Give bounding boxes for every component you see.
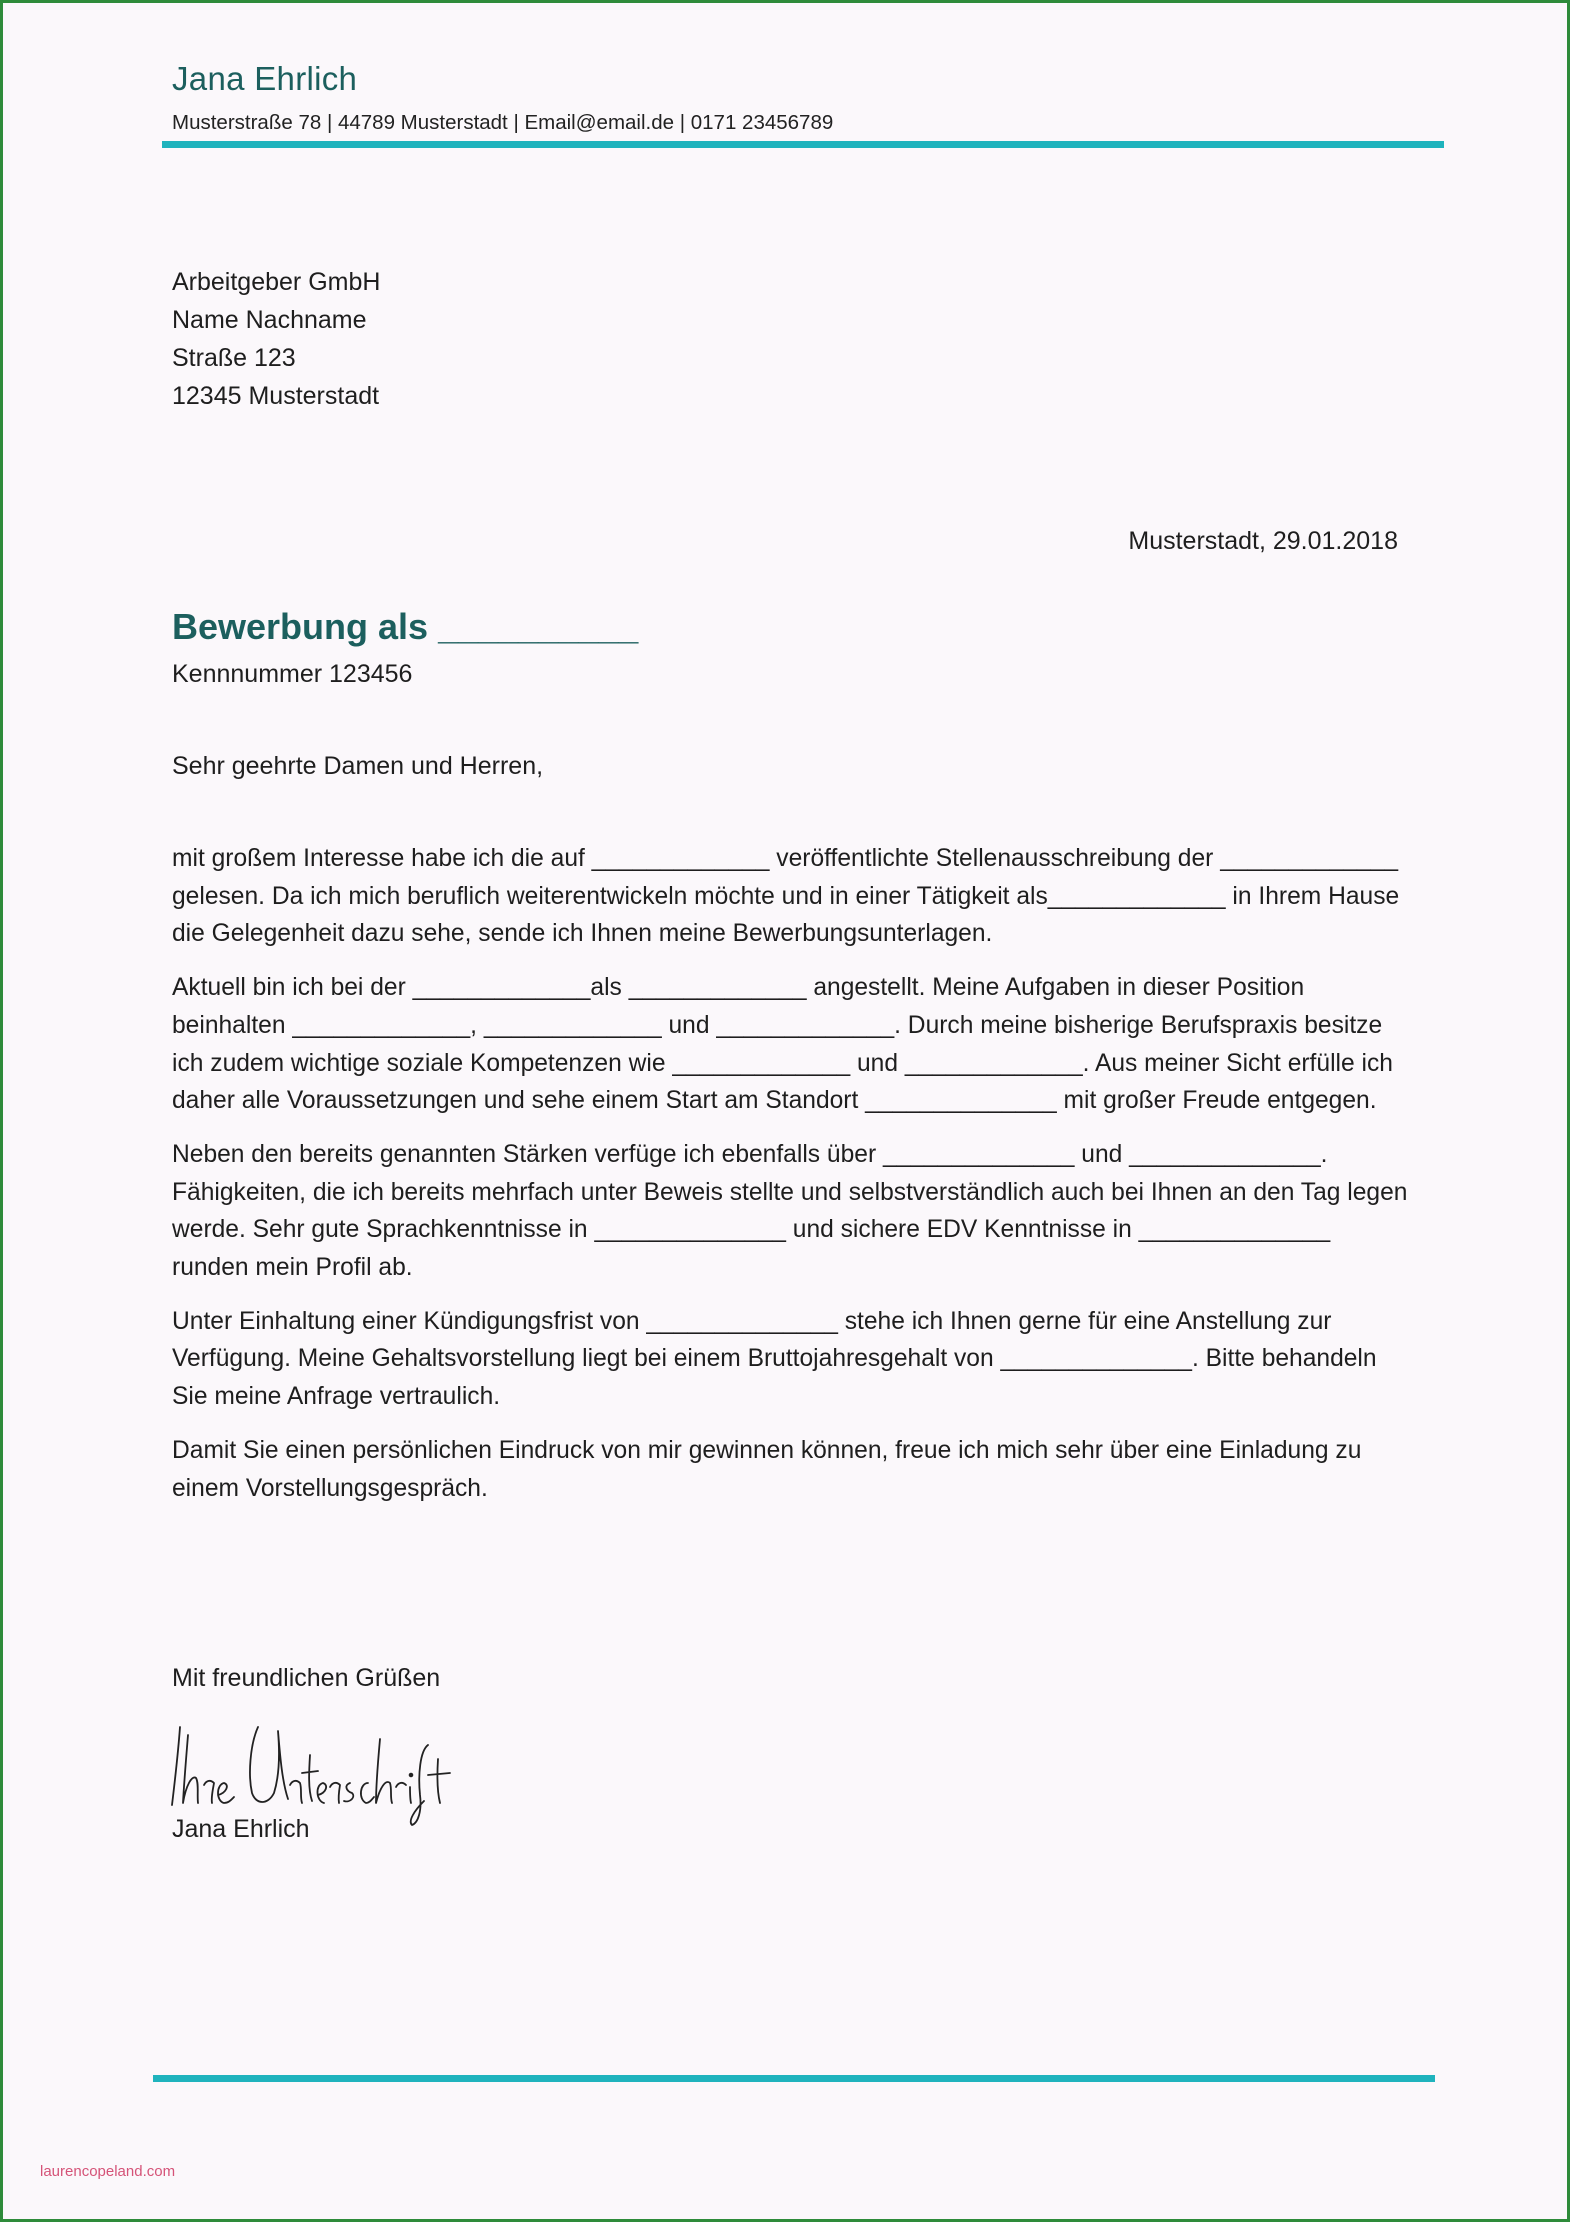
sender-name: Jana Ehrlich <box>172 60 358 97</box>
watermark-text: laurencopeland.com <box>40 2163 176 2180</box>
closing-phrase: Mit freundlichen Grüßen <box>172 1664 441 1692</box>
body-paragraph: Neben den bereits genannten Stärken verfüge ich ebenfalls über ______________ und ______________. Fähigkeiten, die ich bereits mehrfach unter Beweis stellte und selbstverständlich auch bei Ihnen an den Tag legen werde. Sehr gute Sprachkenntnisse in ______________ und sichere EDV Kenntnisse in ______________ runden mein Profil ab. <box>172 1140 1408 1282</box>
header-rule <box>162 141 1444 148</box>
recipient-street: Straße 123 <box>172 344 296 372</box>
date-line: Musterstadt, 29.01.2018 <box>1128 527 1398 555</box>
subject-heading: Bewerbung als __________ <box>172 606 639 647</box>
letter-body <box>172 840 1412 1523</box>
salutation: Sehr geehrte Damen und Herren, <box>172 752 544 780</box>
reference-number: Kennnummer 123456 <box>172 660 413 688</box>
body-paragraph: Unter Einhaltung einer Kündigungsfrist von ______________ stehe ich Ihnen gerne für eine Anstellung zur Verfügung. Meine Gehaltsvorstellung liegt bei einem Bruttojahresgehalt von ______________. Bitte behandeln Sie meine Anfrage vertraulich. <box>172 1307 1377 1411</box>
body-paragraph: Aktuell bin ich bei der _____________als _____________ angestellt. Meine Aufgaben in dieser Position beinhalten _____________, _____________ und _____________. Durch meine bisherige Berufspraxis besitze ich zudem wichtige soziale Kompetenzen wie _____________ und _____________. Aus meiner Sicht erfülle ich daher alle Voraussetzungen und sehe einem Start am Standort ______________ mit großer Freude entgegen. <box>172 974 1393 1115</box>
recipient-address <box>172 263 380 415</box>
body-paragraph: mit großem Interesse habe ich die auf _____________ veröffentlichte Stellenausschreibung der _____________ gelesen. Da ich mich beruflich weiterentwickeln möchte und in einer Tätigkeit als_____________ in Ihrem Hause die Gelegenheit dazu sehe, sende ich Ihnen meine Bewerbungsunterlagen. <box>172 845 1400 948</box>
sender-contact-line: Musterstraße 78 | 44789 Musterstadt | Email@email.de | 0171 23456789 <box>172 111 834 134</box>
signer-name: Jana Ehrlich <box>172 1815 310 1843</box>
recipient-company: Arbeitgeber GmbH <box>172 268 381 296</box>
body-paragraph: Damit Sie einen persönlichen Eindruck von mir gewinnen können, freue ich mich sehr über eine Einladung zu einem Vorstellungsgespräch. <box>172 1436 1362 1502</box>
recipient-person: Name Nachname <box>172 306 367 334</box>
recipient-city: 12345 Musterstadt <box>172 382 380 410</box>
handwritten-signature <box>166 1715 466 1830</box>
footer-rule <box>153 2075 1435 2082</box>
